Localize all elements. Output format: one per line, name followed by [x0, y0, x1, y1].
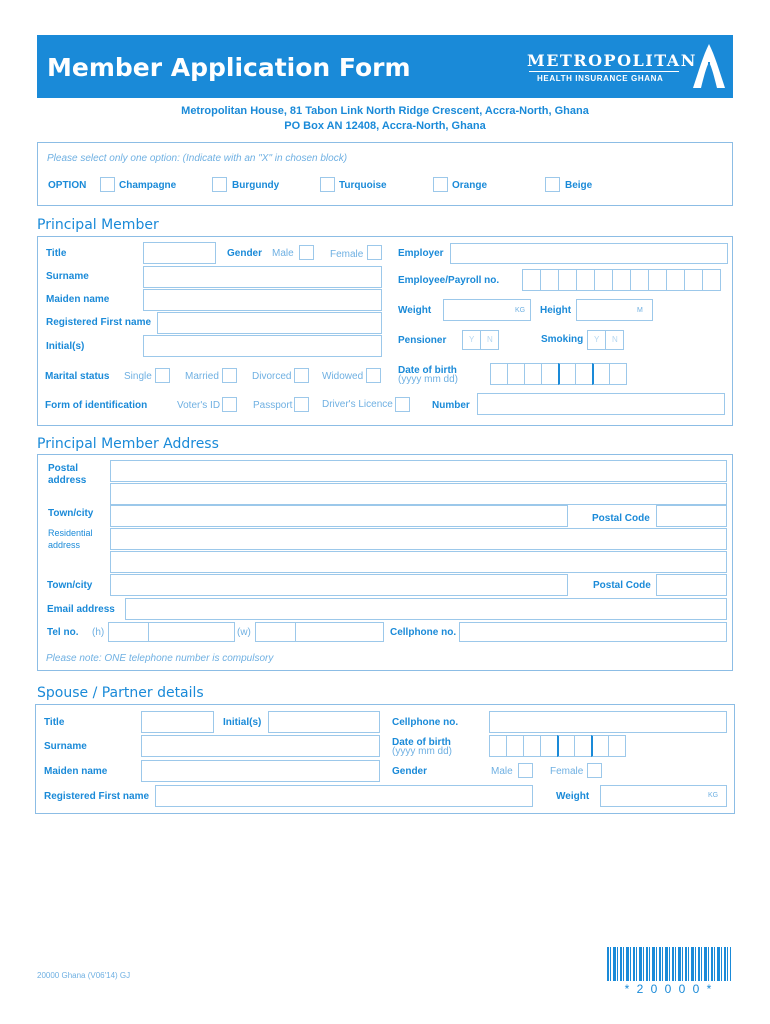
spouse-weight-unit: KG [708, 792, 719, 799]
spouse-heading: Spouse / Partner details [37, 685, 204, 701]
divorced-checkbox[interactable] [294, 368, 309, 383]
residential-address-line2-field[interactable] [110, 551, 727, 573]
principal-maiden-label: Maiden name [46, 294, 110, 305]
postal-town-field[interactable] [110, 505, 568, 527]
voters-id-label: Voter's ID [177, 400, 221, 411]
spouse-maiden-field[interactable] [141, 760, 380, 782]
postal-address-label-1: Postal [48, 463, 79, 474]
smoking-label: Smoking [541, 334, 584, 345]
payroll-label: Employee/Payroll no. [398, 275, 500, 286]
option-checkbox-champagne[interactable] [100, 177, 115, 192]
residential-town-field[interactable] [110, 574, 568, 596]
address-heading: Principal Member Address [37, 436, 219, 452]
company-address-line2: PO Box AN 12408, Accra-North, Ghana [284, 120, 486, 132]
principal-initials-label: Initial(s) [46, 341, 85, 352]
principal-title-field[interactable] [143, 242, 216, 264]
spouse-title-label: Title [44, 717, 65, 728]
height-label: Height [540, 305, 572, 316]
id-number-field[interactable] [477, 393, 725, 415]
principal-first-name-label: Registered First name [46, 317, 152, 328]
spouse-surname-label: Surname [44, 741, 87, 752]
option-label-champagne: Champagne [119, 180, 177, 191]
spouse-male-label: Male [491, 766, 513, 777]
principal-maiden-field[interactable] [143, 289, 382, 311]
widowed-checkbox[interactable] [366, 368, 381, 383]
smoking-no-letter: N [612, 335, 618, 344]
principal-first-name-field[interactable] [157, 312, 382, 334]
telephone-note: Please note: ONE telephone number is compulsory [46, 653, 274, 664]
spouse-dob-digit-boxes[interactable] [490, 735, 626, 757]
height-unit: M [637, 307, 643, 314]
option-label: OPTION [48, 180, 87, 191]
option-checkbox-burgundy[interactable] [212, 177, 227, 192]
option-label-burgundy: Burgundy [232, 180, 280, 191]
email-label: Email address [47, 604, 115, 615]
spouse-cell-field[interactable] [489, 711, 727, 733]
option-checkbox-beige[interactable] [545, 177, 560, 192]
principal-heading: Principal Member [37, 217, 159, 233]
pensioner-yes-letter: Y [469, 335, 475, 344]
spouse-gender-label: Gender [392, 766, 428, 777]
form-title: Member Application Form [47, 53, 411, 82]
email-field[interactable] [125, 598, 727, 620]
principal-male-checkbox[interactable] [299, 245, 314, 260]
employer-field[interactable] [450, 243, 728, 264]
spouse-female-checkbox[interactable] [587, 763, 602, 778]
principal-surname-field[interactable] [143, 266, 382, 288]
principal-female-label: Female [330, 249, 364, 260]
principal-surname-label: Surname [46, 271, 89, 282]
married-label: Married [185, 371, 219, 382]
cellphone-field[interactable] [459, 622, 727, 642]
postal-town-label: Town/city [48, 508, 94, 519]
smoking-yes-letter: Y [594, 335, 600, 344]
tel-home-code-field[interactable] [108, 622, 149, 642]
spouse-weight-label: Weight [556, 791, 590, 802]
brand-name: METROPOLITAN [527, 51, 697, 70]
option-label-orange: Orange [452, 180, 488, 191]
tel-work-label: (w) [237, 627, 251, 638]
option-checkbox-turquoise[interactable] [320, 177, 335, 192]
tel-home-number-field[interactable] [148, 622, 235, 642]
brand-divider [529, 71, 679, 72]
identification-label: Form of identification [45, 400, 148, 411]
principal-male-label: Male [272, 248, 294, 259]
spouse-first-name-label: Registered First name [44, 791, 150, 802]
weight-unit: KG [515, 307, 526, 314]
pensioner-label: Pensioner [398, 335, 447, 346]
residential-postal-code-field[interactable] [656, 574, 727, 596]
principal-gender-label: Gender [227, 248, 263, 259]
drivers-licence-checkbox[interactable] [395, 397, 410, 412]
residential-address-line1-field[interactable] [110, 528, 727, 550]
option-label-beige: Beige [565, 180, 593, 191]
widowed-label: Widowed [322, 371, 364, 382]
postal-address-label-2: address [48, 475, 87, 486]
spouse-initials-label: Initial(s) [223, 717, 262, 728]
principal-dob-label: Date of birth [398, 365, 457, 376]
payroll-digit-boxes[interactable] [523, 269, 721, 291]
principal-title-label: Title [46, 248, 67, 259]
residential-town-label: Town/city [47, 580, 93, 591]
spouse-cell-label: Cellphone no. [392, 717, 459, 728]
pensioner-no-letter: N [487, 335, 493, 344]
option-checkbox-orange[interactable] [433, 177, 448, 192]
principal-dob-digit-boxes[interactable] [491, 363, 627, 385]
form-code: 20000 Ghana (V06'14) GJ [37, 971, 131, 980]
principal-female-checkbox[interactable] [367, 245, 382, 260]
residential-address-label-2: address [48, 540, 81, 550]
divorced-label: Divorced [252, 371, 292, 382]
spouse-dob-label: Date of birth [392, 737, 451, 748]
postal-address-line1-field[interactable] [110, 460, 727, 482]
residential-postal-code-label: Postal Code [593, 580, 651, 591]
spouse-female-label: Female [550, 766, 584, 777]
brand-subtitle: HEALTH INSURANCE GHANA [537, 74, 664, 83]
spouse-surname-field[interactable] [141, 735, 380, 757]
logo-icon [689, 42, 729, 92]
tel-label: Tel no. [47, 627, 79, 638]
single-checkbox[interactable] [155, 368, 170, 383]
spouse-maiden-label: Maiden name [44, 766, 108, 777]
passport-label: Passport [253, 400, 293, 411]
drivers-licence-label: Driver's Licence [322, 399, 393, 410]
tel-work-number-field[interactable] [295, 622, 384, 642]
header-banner [37, 35, 733, 98]
spouse-initials-field[interactable] [268, 711, 380, 733]
employer-label: Employer [398, 248, 444, 259]
option-label-turquoise: Turquoise [339, 180, 387, 191]
barcode [607, 947, 731, 981]
option-panel [37, 142, 733, 206]
residential-address-label-1: Residential [48, 528, 93, 538]
principal-initials-field[interactable] [143, 335, 382, 357]
spouse-first-name-field[interactable] [155, 785, 533, 807]
marital-status-label: Marital status [45, 371, 110, 382]
cellphone-label: Cellphone no. [390, 627, 457, 638]
postal-code-field[interactable] [656, 505, 727, 527]
passport-checkbox[interactable] [294, 397, 309, 412]
single-label: Single [124, 371, 152, 382]
postal-code-label: Postal Code [592, 513, 650, 524]
spouse-male-checkbox[interactable] [518, 763, 533, 778]
postal-address-line2-field[interactable] [110, 483, 727, 505]
tel-work-code-field[interactable] [255, 622, 296, 642]
company-address-line1: Metropolitan House, 81 Tabon Link North Ridge Crescent, Accra-North, Ghana [181, 105, 589, 117]
spouse-title-field[interactable] [141, 711, 214, 733]
married-checkbox[interactable] [222, 368, 237, 383]
option-instruction: Please select only one option: (Indicate with an "X" in chosen block) [47, 153, 348, 164]
tel-home-label: (h) [92, 627, 105, 638]
id-number-label: Number [432, 400, 470, 411]
spouse-dob-format: (yyyy mm dd) [392, 746, 452, 757]
voters-id-checkbox[interactable] [222, 397, 237, 412]
weight-label: Weight [398, 305, 432, 316]
principal-dob-format: (yyyy mm dd) [398, 374, 458, 385]
barcode-text: * 2 0 0 0 0 * [624, 982, 714, 996]
